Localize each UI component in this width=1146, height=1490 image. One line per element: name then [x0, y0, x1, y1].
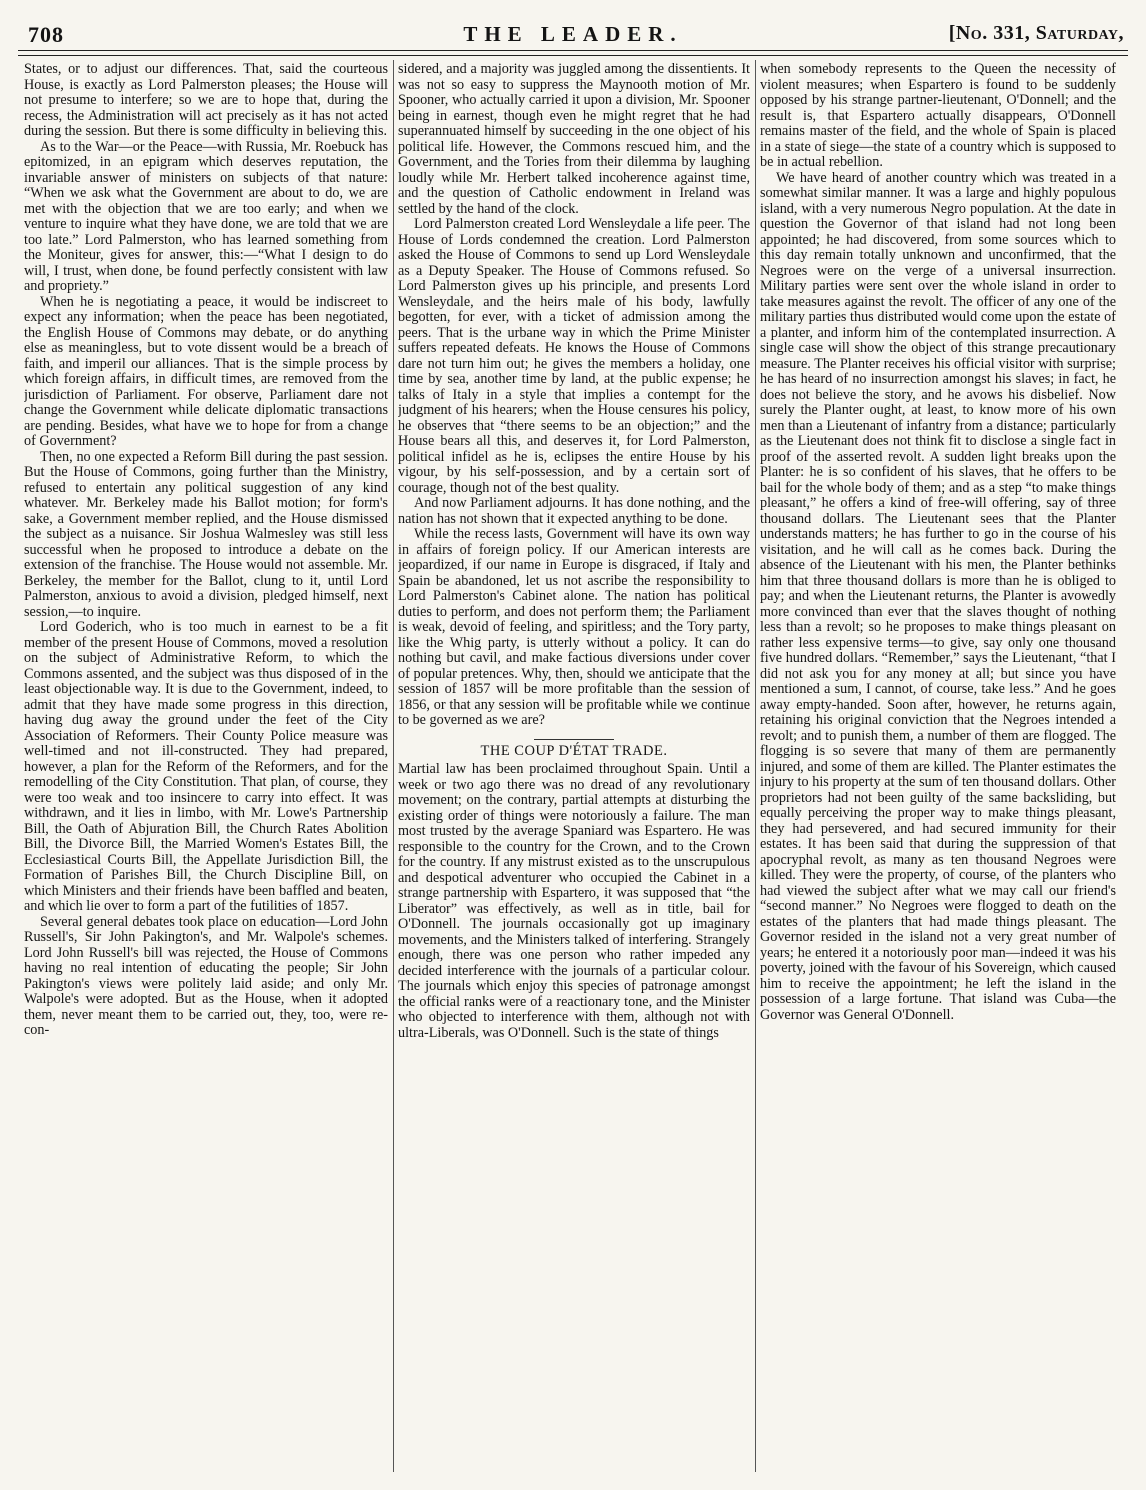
masthead-title: THE LEADER.: [463, 22, 683, 46]
header-rule-top: [18, 50, 1128, 51]
page-number: 708: [28, 22, 64, 47]
paragraph: Lord Palmerston created Lord Wensleydale a life peer. The House of Lords condemned the creation. Lord Palmerston asked the House of Commons to send up Lord Wensleydale as a Deputy Speaker. The House of Commons refused. So Lord Palmerston gives up his principle, and presents Lord Wensleydale, and the heirs male of his body, lawfully begotten, for ever, with a ticket of admission among the peers. That is the urbane way in which the Prime Minister suffers repeated defeats. He knows the House of Commons dare not turn him out; he gives the members a holiday, one time by sea, another time by land, at the public expense; he talks of Italy in a style that implies a contempt for the judgment of his hearers; when the House censures his policy, he observes that “there seems to be an objection;” and the House bears all this, and deserves it, for Lord Palmerston, political infidel as he is, eclipses the entire House by his vigour, by his self-possession, and by a certain sort of courage, though not of the best quality.: [398, 216, 750, 496]
paragraph: And now Parliament adjourns. It has done nothing, and the nation has not shown that it expected anything to be done.: [398, 495, 750, 527]
paragraph: As to the War—or the Peace—with Russia, Mr. Roebuck has epitomized, in an epigram which deserves reputation, the invariable answer of ministers on subjects of that nature: “When we ask what the Government are about to do, we are met with the objection that we are too early; and when we venture to inquire what they have done, we are told that we are too late.” Lord Palmerston, who has learned something from the Moniteur, gives for answer, this:—“What I design to do will, I trust, when done, be found perfectly consistent with law and propriety.”: [24, 138, 388, 294]
paragraph: Martial law has been proclaimed throughout Spain. Until a week or two ago there was no dread of any revolutionary movement; on the contrary, partial attempts at disturbing the existing order of things were notoriously a failure. The man most trusted by the average Spaniard was Espartero. He was responsible to the country for the Crown, and to the Crown for the country. If any mistrust existed as to the unscrupulous and despotical adventurer who occupied the Cabinet in a strange partnership with Espartero, it was supposed that “the Liberator” was effectively, as well as in title, bail for O'Donnell. The journals occasionally got up imaginary movements, and the Ministers talked of interfering. Strangely enough, there was one person who rather impeded any decided interference with the journals of a particular colour. The journals which enjoy this species of patronage amongst the official ranks were of a reactionary tone, and the Minister who objected to interference with them, although not with ultra-Liberals, was O'Donnell. Such is the state of things: [398, 761, 750, 1041]
paragraph: States, or to adjust our differences. That, said the courteous House, is exactly as Lord Palmerston pleases; the House will not presume to interfere; so we are to hope that, during the recess, the Administration will act precisely as it has not acted during the session. But there is some difficulty in believing this.: [24, 62, 388, 139]
section-divider: [534, 739, 614, 740]
paragraph: We have heard of another country which was treated in a somewhat similar manner. It was a large and highly populous island, with a very numerous Negro population. At the date in question the Governor of that island had not long been appointed; he had discovered, from some sources which to this day remain totally unknown and unconfirmed, that the Negroes were on the verge of a universal insurrection. Military parties were sent over the whole island in order to take measures against the revolt. The officer of any one of the military parties thus distributed would come upon the estate of a planter, and inform him of the contemplated insurrection. A single case will show the object of this strange precautionary measure. The Planter receives his official visitor with surprise; he has heard of no insurrection amongst his slaves; in fact, he does not believe the story, and he avows his disbelief. Now surely the Planter ought, at least, to know more of his own men than a Lieutenant of infantry from a distance; particularly as the Lieutenant does not think fit to disclose a single fact in proof of the asserted revolt. A sudden light breaks upon the Planter: he is so confident of his slaves, that he offers to be bail for the whole body of them; and as a step “to make things pleasant,” he offers a kind of free-will offering, say of three thousand dollars. The Lieutenant sees that the Planter understands matters; he has further to go in the course of his visitation, and he will call as he comes back. During the absence of the Lieutenant with his men, the Planter bethinks him that three thousand dollars is more than he is obliged to pay; and when the Lieutenant returns, the Planter is avowedly more convinced than ever that the slaves thought of nothing less than a revolt; so he proposes to make things pleasant on rather less expensive terms—to give, say only one thousand five hundred dollars. “Remember,” says the Lieutenant, “that I did not ask you for any money at all; but since you have mentioned a sum, I cannot, of course, take less.” And he goes away empty-handed. Soon after, however, he returns again, retaining his original conviction that the Negroes intended a revolt; and to punish them, a number of them are flogged. The flogging is so severe that many of them are permanently injured, and some of them are killed. The Planter estimates the injury to his property at the sum of ten thousand dollars. Other proprietors had not been guilty of the same backsliding, but equally perceiving the proper way to make things pleasant, they had persevered, and had secured immunity for their estates. It has been said that during the suppression of that apocryphal revolt, as many as ten thousand Negroes were killed. They were the property, of course, of the planters who had viewed the subject after what we may call our friend's “second manner.” No Negroes were flogged to death on the estates of the planters that had made things pleasant. The Governor resided in the island not a very great number of years; he entered it a notoriously poor man—indeed it was his poverty, joined with the favour of his Sovereign, which caused him to receive the appointment; he left the island in the possession of a large fortune. That island was Cuba—the Governor was General O'Donnell.: [760, 169, 1116, 1023]
paragraph: Several general debates took place on education—Lord John Russell's, Sir John Pakington's, and Mr. Walpole's schemes. Lord John Russell's bill was rejected, the House of Commons having no real intention of educating the people; Sir John Pakington's views were politely laid aside; and only Mr. Walpole's were adopted. But as the House, when it adopted them, never meant them to be carried out, they, too, were re-con-: [24, 913, 388, 1038]
column-divider-2: [755, 60, 756, 1472]
article-heading: THE COUP D'ÉTAT TRADE.: [480, 742, 668, 759]
column-1: [24, 62, 388, 1472]
paragraph: While the recess lasts, Government will have its own way in affairs of foreign policy. If our American interests are jeopardized, if our name in Europe is disgraced, if Italy and Spain be abandoned, let us not ascribe the responsibility to Lord Palmerston's Cabinet alone. The nation has political duties to perform, and does not perform them; the Parliament is weak, devoid of feeling, and spiritless; and the Tory party, like the Whig party, is utterly without a policy. It can do nothing but cavil, and make factious diversions under cover of popular pretences. Why, then, should we anticipate that the session of 1857 will be more profitable than the session of 1856, or that any session will be profitable while we continue to be governed as we are?: [398, 526, 750, 728]
page-header: [18, 22, 1128, 48]
paragraph: sidered, and a majority was juggled among the dissentients. It was not so easy to suppress the Maynooth motion of Mr. Spooner, who actually carried it upon a division, Mr. Spooner being in earnest, though even he might regret that he had superannuated himself by succeeding in the one object of his political life. However, the Commons rescued him, and the Government, and the Tories from their dilemma by laughing loudly while Mr. Herbert talked incoherence against time, and the question of Catholic endowment in Ireland was settled by the hand of the clock.: [398, 62, 750, 217]
paragraph: When he is negotiating a peace, it would be indiscreet to expect any information; when the peace has been negotiated, the English House of Commons may debate, or do anything else as meaningless, but to vote dissent would be a breach of faith, and imperil our alliances. That is the simple process by which foreign affairs, in difficult times, are removed from the jurisdiction of Parliament. For observe, Parliament dare not change the Government while delicate diplomatic transactions are pending. Besides, what have we to hope for from a change of Government?: [24, 293, 388, 449]
column-divider-1: [393, 60, 394, 1472]
paragraph: when somebody represents to the Queen the necessity of violent measures; when Espartero is found to be suddenly opposed by his strange partner-lieutenant, O'Donnell; and the result is, that Espartero actually disappears, O'Donnell remains master of the field, and the whole of Spain is placed in a state of siege—the state of a country which is supposed to be in actual rebellion.: [760, 62, 1116, 170]
header-rule-bottom: [18, 55, 1128, 56]
paragraph: Lord Goderich, who is too much in earnest to be a fit member of the present House of Commons, moved a resolution on the subject of Administrative Reform, to which the Commons assented, and the subject was thus disposed of in the least objectionable way. It is due to the Government, indeed, to admit that they have made some progress in this direction, having dug away the ground under the feet of the City Association of Reformers. Their County Police measure was well-timed and not ill-constructed. They had prepared, however, a plan for the Reform of the Reformers, and for the remodelling of the City Constitution. That plan, of course, they were too weak and too insincere to carry into effect. It was withdrawn, and it lies in limbo, with Mr. Lowe's Partnership Bill, the Oath of Abjuration Bill, the Church Rates Abolition Bill, the Divorce Bill, the Married Women's Estates Bill, the Ecclesiastical Courts Bill, the Appellate Jurisdiction Bill, the Formation of Parishes Bill, the Church Discipline Bill, on which Ministers and their friends have been baffled and beaten, and which lie over to form a part of the futilities of 1857.: [24, 619, 388, 914]
issue-line: [No. 331, Saturday,: [948, 22, 1124, 44]
column-3: [760, 62, 1116, 1472]
column-2: [398, 62, 750, 1472]
paragraph: Then, no one expected a Reform Bill during the past session. But the House of Commons, going further than the Ministry, refused to entertain any political suggestion of any kind whatever. Mr. Berkeley made his Ballot motion; for form's sake, a Government member replied, and the House dismissed the subject as a nuisance. Sir Joshua Walmesley was still less successful when he proposed to introduce a debate on the extension of the franchise. The House would not assemble. Mr. Berkeley, the member for the Ballot, clung to it, until Lord Palmerston, anxious to avoid a division, pledged himself, next session,—to inquire.: [24, 448, 388, 620]
